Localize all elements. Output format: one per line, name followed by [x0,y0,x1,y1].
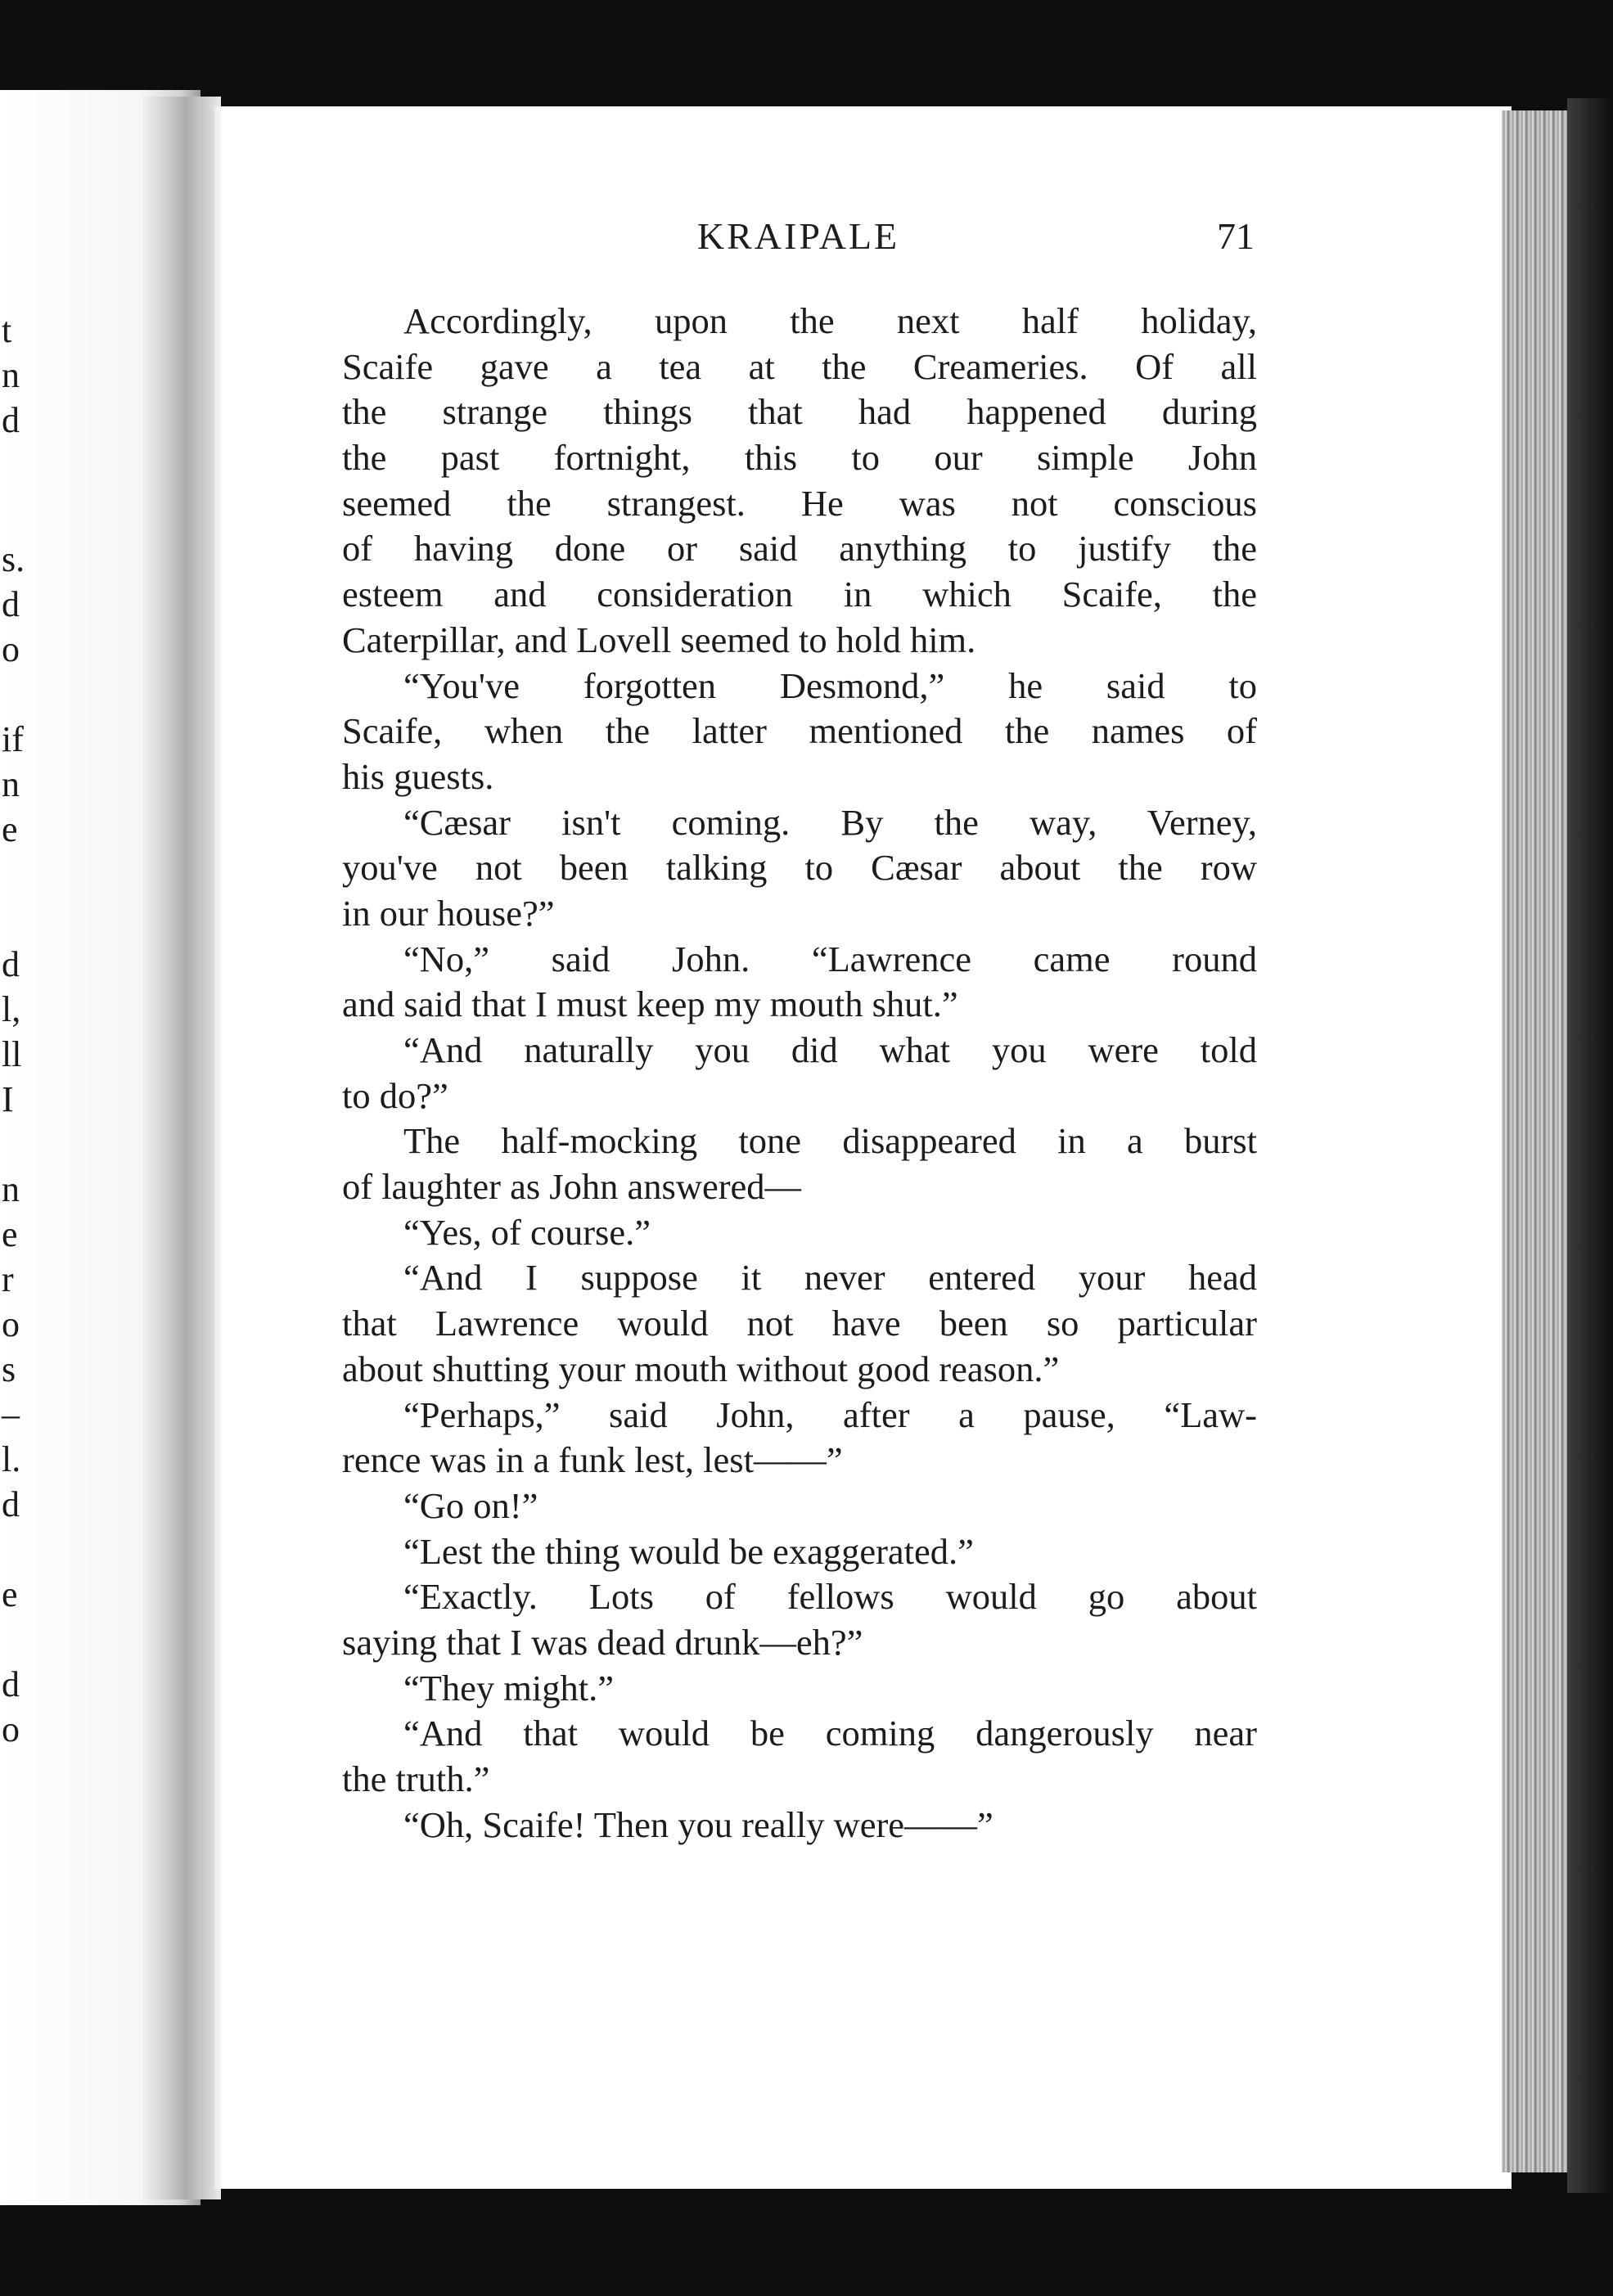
text-line: Scaife gave a tea at the Creameries. Of all [342,345,1257,387]
text-line: of laughter as John answered— [342,1166,802,1208]
text-line: his guests. [342,755,494,797]
edge-char: n [2,764,20,804]
text-line: that Lawrence would not have been so particular [342,1303,1257,1344]
text-line: “No,” said John. “Lawrence came round [403,938,1257,979]
book-gutter [143,97,221,2199]
text-line: esteem and consideration in which Scaife, the [342,574,1257,615]
text-line: “Exactly. Lots of fellows would go about [403,1576,1257,1618]
edge-char: e [2,809,18,849]
text-line: “Yes, of course.” [403,1211,651,1253]
text-line: “And naturally you did what you were told [403,1029,1257,1070]
text-line: “They might.” [403,1667,615,1708]
text-line: “Cæsar isn't coming. By the way, Verney, [403,801,1257,843]
text-line: “And I suppose it never entered your head [403,1257,1257,1299]
text-line: Scaife, when the latter mentioned the names of [342,710,1257,752]
text-line: the past fortnight, this to our simple John [342,437,1257,479]
running-header [342,214,1255,272]
edge-char: d [2,584,20,624]
text-line: “Oh, Scaife! Then you really were——” [403,1803,993,1845]
text-line: “Go on!” [403,1484,538,1526]
edge-char: d [2,400,20,440]
edge-char: d [2,1664,20,1704]
body-text [342,299,1257,1848]
edge-char: o [2,1304,20,1344]
text-line: the strange things that had happened during [342,391,1257,433]
edge-char: n [2,1169,20,1209]
text-line: in our house?” [342,892,555,934]
edge-char: o [2,1709,20,1749]
edge-char: e [2,1574,18,1614]
text-line: of having done or said anything to justify the [342,528,1257,569]
edge-char: n [2,355,20,395]
page-block-edge [1502,110,1567,2172]
text-line: The half-mocking tone disappeared in a burst [403,1120,1257,1162]
edge-char: ll [2,1034,22,1074]
text-line: “Perhaps,” said John, after a pause, “Law- [403,1393,1257,1435]
text-line: “You've forgotten Desmond,” he said to [403,664,1257,706]
running-title: KRAIPALE [696,215,900,257]
edge-char: I [2,1079,14,1119]
text-line: “And that would be coming dangerously near [403,1713,1257,1754]
page-number: 71 [1217,215,1255,257]
text-line: to do?” [342,1074,448,1116]
edge-char: e [2,1214,18,1254]
edge-char: r [2,1259,14,1299]
text-line: seemed the strangest. He was not conscious [342,482,1257,524]
text-line: and said that I must keep my mouth shut.” [342,984,958,1025]
text-line: Caterpillar, and Lovell seemed to hold him. [342,619,976,660]
edge-char: o [2,629,20,669]
edge-char: l. [2,1439,21,1479]
text-line: saying that I was dead drunk—eh?” [342,1621,863,1663]
text-line: you've not been talking to Cæsar about the row [342,847,1257,889]
edge-char: d [2,1484,20,1524]
edge-char: l, [2,989,21,1029]
edge-char: t [2,310,12,350]
edge-char: if [2,719,24,759]
text-line: the truth.” [342,1758,490,1799]
text-line: “Lest the thing would be exaggerated.” [403,1530,974,1572]
text-line: Accordingly, upon the next half holiday, [403,300,1257,341]
edge-char: s. [2,539,25,579]
edge-char: d [2,944,20,984]
page-edge-shadow [1567,98,1613,2193]
text-line: about shutting your mouth without good reason.” [342,1348,1060,1389]
edge-char: – [2,1394,20,1434]
edge-char: s [2,1349,16,1389]
text-line: rence was in a funk lest, lest——” [342,1439,843,1481]
